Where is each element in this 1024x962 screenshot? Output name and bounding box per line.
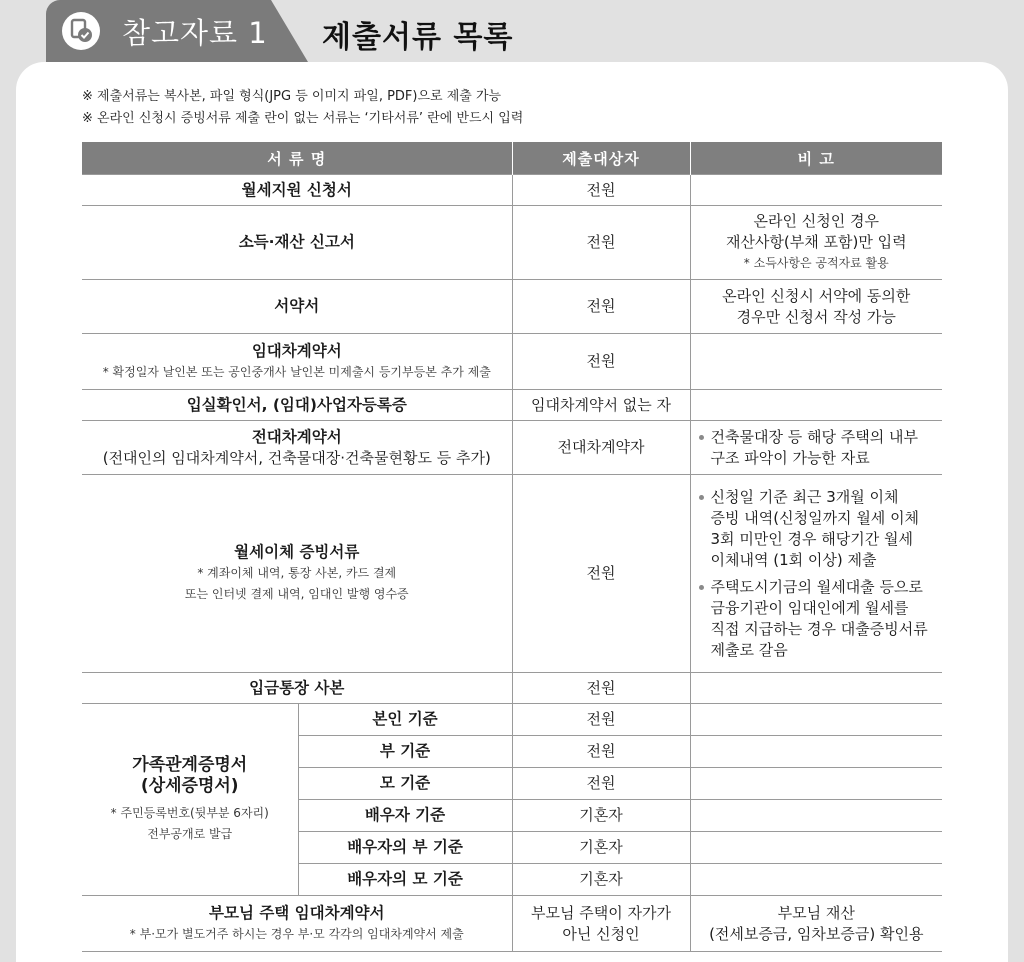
table-row — [82, 206, 942, 280]
target-text: 아닌 신청인 — [562, 924, 640, 943]
section-tab-label: 참고자료 1 — [122, 16, 268, 50]
document-name: 임대차계약서 — [251, 341, 342, 360]
family-basis-label: 모 기준 — [379, 774, 431, 792]
document-note: * 부·모가 별도거주 하시는 경우 부·모 각각의 임대차계약서 제출 — [129, 926, 464, 941]
notes — [82, 86, 523, 130]
remark-cell — [690, 206, 942, 280]
document-name-cell — [82, 206, 512, 280]
table-row — [82, 390, 942, 421]
target-cell — [512, 768, 690, 800]
target-cell — [512, 206, 690, 280]
note-line: ※ 온라인 신청시 증빙서류 제출 란이 없는 서류는 ‘기타서류’ 란에 반드시 입력 — [82, 111, 524, 126]
target-text: 전원 — [586, 180, 616, 199]
remark-cell — [690, 673, 942, 704]
document-name-cell — [82, 280, 512, 334]
target-cell — [512, 334, 690, 390]
documents-table — [82, 142, 942, 952]
table-header-row — [82, 142, 942, 175]
remark-bullet-line: 구조 파악이 가능한 자료 — [710, 448, 870, 467]
family-basis-cell — [298, 704, 512, 736]
document-name-cell — [82, 334, 512, 390]
remark-bullet-line: 증빙 내역(신청일까지 월세 이체 — [710, 508, 920, 527]
family-basis-label: 배우자 기준 — [364, 806, 446, 824]
header-remark: 비 고 — [690, 142, 942, 175]
table-row — [82, 673, 942, 704]
target-cell — [512, 864, 690, 896]
target-cell — [512, 736, 690, 768]
document-name-cell — [82, 390, 512, 421]
table-row — [82, 704, 942, 736]
document-check-icon — [62, 12, 100, 50]
remark-cell — [690, 390, 942, 421]
table-row — [82, 421, 942, 475]
remark-cell — [690, 280, 942, 334]
target-text: 전원 — [586, 710, 616, 728]
target-cell — [512, 280, 690, 334]
target-text: 전원 — [586, 352, 616, 370]
target-text: 부모님 주택이 자가가 — [531, 903, 671, 922]
target-cell — [512, 896, 690, 952]
family-basis-cell — [298, 864, 512, 896]
target-text: 전대차계약자 — [557, 438, 645, 456]
remark-cell — [690, 768, 942, 800]
remark-bullet-line: 3회 미만인 경우 해당기간 월세 — [710, 529, 914, 548]
remark-text: 온라인 신청인 경우 — [753, 212, 879, 230]
target-cell — [512, 390, 690, 421]
document-name-cell — [82, 673, 512, 704]
note-line: ※ 제출서류는 복사본, 파일 형식(JPG 등 이미지 파일, PDF)으로 제출 가능 — [82, 89, 502, 104]
document-name-cell — [82, 896, 512, 952]
document-name-detail: (전대인의 임대차계약서, 건축물대장·건축물현황도 등 추가) — [102, 448, 491, 467]
remark-cell — [690, 896, 942, 952]
table-row — [82, 896, 942, 952]
document-name: (상세증명서) — [140, 775, 239, 796]
target-text: 기혼자 — [579, 870, 623, 888]
family-basis-cell — [298, 832, 512, 864]
target-text: 임대차계약서 없는 자 — [531, 395, 671, 414]
target-text: 전원 — [586, 742, 616, 760]
remark-text: 부모님 재산 — [777, 903, 855, 922]
remark-bullet — [697, 427, 937, 469]
target-cell — [512, 421, 690, 475]
family-basis-cell — [298, 768, 512, 800]
document-name: 입금통장 사본 — [249, 678, 345, 697]
remark-bullet-line: 신청일 기준 최근 3개월 이체 — [710, 487, 899, 506]
family-basis-label: 부 기준 — [379, 742, 431, 760]
target-cell — [512, 704, 690, 736]
remark-cell — [690, 334, 942, 390]
remark-cell — [690, 475, 942, 673]
page-title: 제출서류 목록 — [322, 20, 514, 55]
document-name: 월세이체 증빙서류 — [234, 543, 360, 561]
target-text: 전원 — [586, 564, 616, 582]
remark-cell — [690, 864, 942, 896]
remark-text: (전세보증금, 임차보증금) 확인용 — [709, 924, 924, 943]
remark-note: * 소득사항은 공적자료 활용 — [743, 256, 889, 270]
family-certificate-cell — [82, 704, 298, 896]
document-name: 가족관계증명서 — [132, 754, 248, 775]
target-cell — [512, 673, 690, 704]
family-basis-cell — [298, 800, 512, 832]
table-row — [82, 280, 942, 334]
remark-bullet-line: 제출로 갈음 — [710, 640, 788, 659]
document-name-cell — [82, 421, 512, 475]
document-name-cell — [82, 475, 512, 673]
remark-text: 경우만 신청서 작성 가능 — [736, 307, 896, 326]
table-row — [82, 334, 942, 390]
family-basis-cell — [298, 736, 512, 768]
document-name: 부모님 주택 임대차계약서 — [209, 903, 385, 922]
document-name: 입실확인서, (임대)사업자등록증 — [186, 395, 407, 414]
target-text: 전원 — [586, 678, 616, 697]
target-cell — [512, 475, 690, 673]
target-text: 전원 — [586, 297, 616, 315]
remark-cell — [690, 832, 942, 864]
header-document-name: 서 류 명 — [82, 142, 512, 175]
remark-bullet-line: 건축물대장 등 해당 주택의 내부 — [710, 427, 918, 446]
remark-bullet-line: 주택도시기금의 월세대출 등으로 — [710, 577, 923, 596]
target-text: 전원 — [586, 774, 616, 792]
document-note: 전부공개로 발급 — [147, 826, 233, 841]
document-name: 소득·재산 신고서 — [238, 233, 355, 251]
remark-cell — [690, 736, 942, 768]
remark-bullet — [697, 487, 937, 571]
remark-cell — [690, 421, 942, 475]
target-cell — [512, 800, 690, 832]
remark-bullet — [697, 577, 937, 661]
remark-bullet-line: 이체내역 (1회 이상) 제출 — [710, 550, 877, 569]
remark-bullet-line: 직접 지급하는 경우 대출증빙서류 — [710, 619, 928, 638]
remark-cell — [690, 175, 942, 206]
remark-text: 온라인 신청시 서약에 동의한 — [722, 286, 911, 305]
remark-text: 재산사항(부채 포함)만 입력 — [725, 233, 907, 251]
target-cell — [512, 832, 690, 864]
document-name-cell — [82, 175, 512, 206]
document-name: 전대차계약서 — [251, 427, 342, 446]
family-basis-label: 본인 기준 — [372, 710, 438, 728]
family-basis-label: 배우자의 모 기준 — [347, 870, 463, 888]
table-row — [82, 175, 942, 206]
target-text: 기혼자 — [579, 838, 623, 856]
header-target: 제출대상자 — [512, 142, 690, 175]
document-note: * 계좌이체 내역, 통장 사본, 카드 결제 — [197, 566, 397, 580]
table-row — [82, 475, 942, 673]
document-note: 또는 인터넷 결제 내역, 임대인 발행 영수증 — [184, 587, 409, 601]
target-cell — [512, 175, 690, 206]
remark-cell — [690, 800, 942, 832]
document-name: 월세지원 신청서 — [241, 180, 352, 199]
target-text: 전원 — [586, 233, 616, 251]
document-note: * 확정일자 날인본 또는 공인중개사 날인본 미제출시 등기부등본 추가 제출 — [102, 364, 491, 379]
remark-cell — [690, 704, 942, 736]
family-basis-label: 배우자의 부 기준 — [347, 838, 463, 856]
document-name: 서약서 — [274, 297, 320, 315]
document-note: * 주민등록번호(뒷부분 6자리) — [110, 805, 269, 820]
target-text: 기혼자 — [579, 806, 623, 824]
remark-bullet-line: 금융기관이 임대인에게 월세를 — [710, 598, 909, 617]
